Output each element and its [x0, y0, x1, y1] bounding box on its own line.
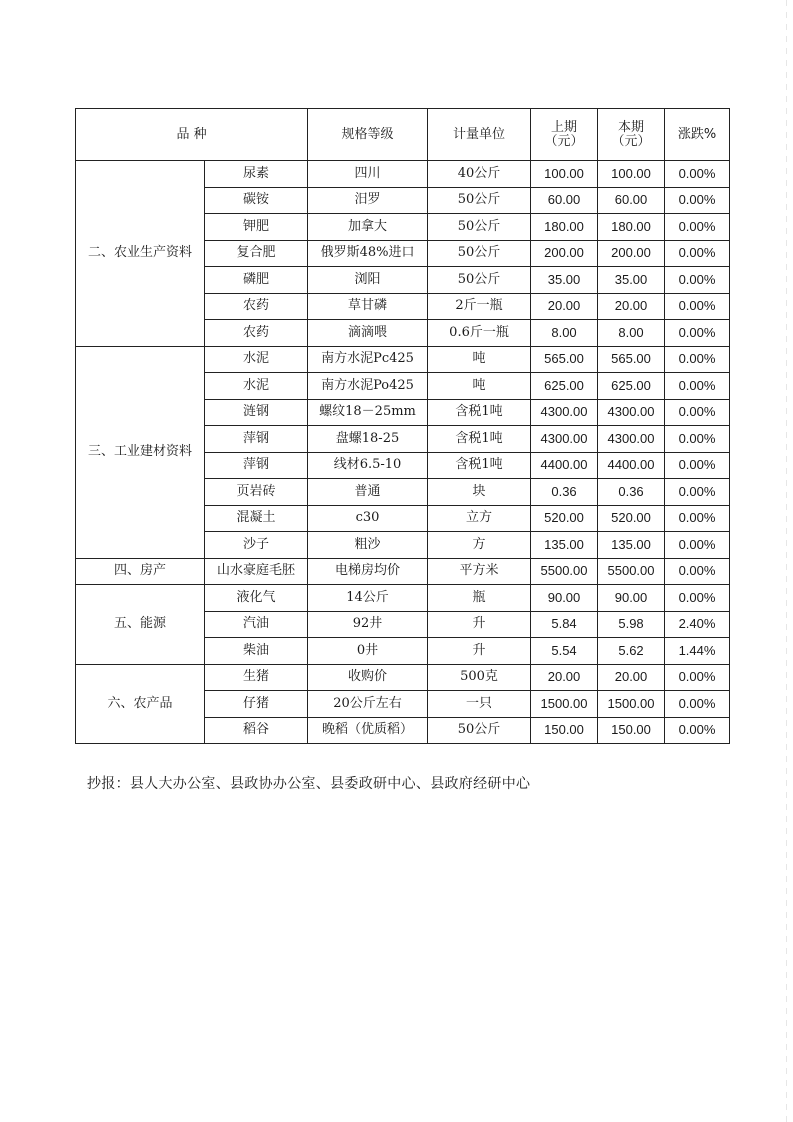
header-unit: 计量单位	[428, 109, 531, 161]
unit-cell: 50公斤	[428, 267, 531, 294]
prev-price-cell: 90.00	[531, 585, 598, 612]
spec-cell: 加拿大	[308, 214, 428, 241]
prev-price-cell: 5.84	[531, 611, 598, 638]
curr-price-cell: 60.00	[598, 187, 665, 214]
spec-cell: 浏阳	[308, 267, 428, 294]
unit-cell: 50公斤	[428, 214, 531, 241]
unit-cell: 含税1吨	[428, 452, 531, 479]
item-cell: 生猪	[205, 664, 308, 691]
curr-price-cell: 5.62	[598, 638, 665, 665]
item-cell: 萍钢	[205, 452, 308, 479]
spec-cell: 盘螺18-25	[308, 426, 428, 453]
unit-cell: 40公斤	[428, 161, 531, 188]
unit-cell: 吨	[428, 373, 531, 400]
item-cell: 碳铵	[205, 187, 308, 214]
curr-price-cell: 180.00	[598, 214, 665, 241]
curr-price-cell: 100.00	[598, 161, 665, 188]
curr-price-cell: 5500.00	[598, 558, 665, 585]
prev-price-cell: 5.54	[531, 638, 598, 665]
unit-cell: 平方米	[428, 558, 531, 585]
scan-edge	[786, 0, 787, 1122]
spec-cell: 螺纹18－25mm	[308, 399, 428, 426]
table-body	[76, 161, 730, 744]
curr-price-cell: 8.00	[598, 320, 665, 347]
item-cell: 磷肥	[205, 267, 308, 294]
unit-cell: 块	[428, 479, 531, 506]
unit-cell: 500克	[428, 664, 531, 691]
curr-price-cell: 20.00	[598, 664, 665, 691]
prev-price-cell: 135.00	[531, 532, 598, 559]
spec-cell: 俄罗斯48%进口	[308, 240, 428, 267]
change-cell: 0.00%	[665, 240, 730, 267]
change-cell: 0.00%	[665, 267, 730, 294]
item-cell: 山水豪庭毛胚	[205, 558, 308, 585]
item-cell: 仔猪	[205, 691, 308, 718]
spec-cell: 南方水泥Po425	[308, 373, 428, 400]
spec-cell: c30	[308, 505, 428, 532]
prev-price-cell: 8.00	[531, 320, 598, 347]
spec-cell: 20公斤左右	[308, 691, 428, 718]
item-cell: 页岩砖	[205, 479, 308, 506]
unit-cell: 瓶	[428, 585, 531, 612]
spec-cell: 滴滴喂	[308, 320, 428, 347]
prev-price-cell: 1500.00	[531, 691, 598, 718]
change-cell: 0.00%	[665, 214, 730, 241]
category-cell: 五、能源	[76, 585, 205, 665]
curr-price-cell: 150.00	[598, 717, 665, 744]
spec-cell: 南方水泥Pc425	[308, 346, 428, 373]
item-cell: 复合肥	[205, 240, 308, 267]
change-cell: 0.00%	[665, 717, 730, 744]
change-cell: 0.00%	[665, 585, 730, 612]
item-cell: 农药	[205, 320, 308, 347]
item-cell: 钾肥	[205, 214, 308, 241]
change-cell: 0.00%	[665, 161, 730, 188]
unit-cell: 含税1吨	[428, 399, 531, 426]
prev-price-cell: 520.00	[531, 505, 598, 532]
unit-cell: 2斤一瓶	[428, 293, 531, 320]
header-prev: 上期 （元）	[531, 109, 598, 161]
change-cell: 0.00%	[665, 320, 730, 347]
prev-price-cell: 625.00	[531, 373, 598, 400]
item-cell: 尿素	[205, 161, 308, 188]
spec-cell: 汨罗	[308, 187, 428, 214]
category-cell: 三、工业建材资料	[76, 346, 205, 558]
change-cell: 0.00%	[665, 505, 730, 532]
prev-price-cell: 35.00	[531, 267, 598, 294]
table-header-row	[76, 109, 730, 161]
item-cell: 水泥	[205, 373, 308, 400]
curr-price-cell: 625.00	[598, 373, 665, 400]
curr-price-cell: 35.00	[598, 267, 665, 294]
header-variety: 品 种	[76, 109, 308, 161]
change-cell: 0.00%	[665, 399, 730, 426]
change-cell: 0.00%	[665, 426, 730, 453]
prev-price-cell: 200.00	[531, 240, 598, 267]
change-cell: 0.00%	[665, 187, 730, 214]
item-cell: 混凝土	[205, 505, 308, 532]
unit-cell: 含税1吨	[428, 426, 531, 453]
spec-cell: 92井	[308, 611, 428, 638]
change-cell: 1.44%	[665, 638, 730, 665]
change-cell: 0.00%	[665, 479, 730, 506]
unit-cell: 方	[428, 532, 531, 559]
item-cell: 萍钢	[205, 426, 308, 453]
table-row	[76, 585, 730, 612]
curr-price-cell: 200.00	[598, 240, 665, 267]
prev-price-cell: 150.00	[531, 717, 598, 744]
category-cell: 四、房产	[76, 558, 205, 585]
prev-price-cell: 0.36	[531, 479, 598, 506]
unit-cell: 吨	[428, 346, 531, 373]
spec-cell: 粗沙	[308, 532, 428, 559]
prev-price-cell: 20.00	[531, 664, 598, 691]
spec-cell: 晚稻（优质稻）	[308, 717, 428, 744]
spec-cell: 0井	[308, 638, 428, 665]
unit-cell: 一只	[428, 691, 531, 718]
change-cell: 0.00%	[665, 691, 730, 718]
curr-price-cell: 0.36	[598, 479, 665, 506]
prev-price-cell: 4300.00	[531, 426, 598, 453]
spec-cell: 14公斤	[308, 585, 428, 612]
unit-cell: 升	[428, 611, 531, 638]
spec-cell: 收购价	[308, 664, 428, 691]
change-cell: 0.00%	[665, 346, 730, 373]
unit-cell: 升	[428, 638, 531, 665]
prev-price-cell: 60.00	[531, 187, 598, 214]
curr-price-cell: 565.00	[598, 346, 665, 373]
prev-price-cell: 100.00	[531, 161, 598, 188]
change-cell: 0.00%	[665, 293, 730, 320]
item-cell: 汽油	[205, 611, 308, 638]
item-cell: 水泥	[205, 346, 308, 373]
table-row	[76, 558, 730, 585]
cc-line: 抄报：县人大办公室、县政协办公室、县委政研中心、县政府经研中心	[87, 776, 531, 792]
prev-price-cell: 180.00	[531, 214, 598, 241]
change-cell: 2.40%	[665, 611, 730, 638]
prev-price-cell: 565.00	[531, 346, 598, 373]
price-table	[75, 108, 730, 744]
unit-cell: 50公斤	[428, 717, 531, 744]
spec-cell: 普通	[308, 479, 428, 506]
prev-price-cell: 20.00	[531, 293, 598, 320]
item-cell: 液化气	[205, 585, 308, 612]
table-row	[76, 346, 730, 373]
item-cell: 涟钢	[205, 399, 308, 426]
table-row	[76, 664, 730, 691]
item-cell: 柴油	[205, 638, 308, 665]
table-row	[76, 161, 730, 188]
curr-price-cell: 90.00	[598, 585, 665, 612]
spec-cell: 电梯房均价	[308, 558, 428, 585]
curr-price-cell: 520.00	[598, 505, 665, 532]
unit-cell: 50公斤	[428, 240, 531, 267]
item-cell: 农药	[205, 293, 308, 320]
spec-cell: 四川	[308, 161, 428, 188]
curr-price-cell: 5.98	[598, 611, 665, 638]
item-cell: 沙子	[205, 532, 308, 559]
curr-price-cell: 135.00	[598, 532, 665, 559]
header-spec: 规格等级	[308, 109, 428, 161]
prev-price-cell: 4300.00	[531, 399, 598, 426]
unit-cell: 50公斤	[428, 187, 531, 214]
category-cell: 六、农产品	[76, 664, 205, 744]
item-cell: 稻谷	[205, 717, 308, 744]
change-cell: 0.00%	[665, 373, 730, 400]
unit-cell: 0.6斤一瓶	[428, 320, 531, 347]
change-cell: 0.00%	[665, 558, 730, 585]
spec-cell: 草甘磷	[308, 293, 428, 320]
price-table-container	[75, 108, 730, 744]
change-cell: 0.00%	[665, 452, 730, 479]
change-cell: 0.00%	[665, 664, 730, 691]
curr-price-cell: 20.00	[598, 293, 665, 320]
change-cell: 0.00%	[665, 532, 730, 559]
unit-cell: 立方	[428, 505, 531, 532]
header-change: 涨跌%	[665, 109, 730, 161]
category-cell: 二、农业生产资料	[76, 161, 205, 347]
curr-price-cell: 4400.00	[598, 452, 665, 479]
prev-price-cell: 4400.00	[531, 452, 598, 479]
curr-price-cell: 4300.00	[598, 426, 665, 453]
spec-cell: 线材6.5-10	[308, 452, 428, 479]
header-curr: 本期 （元）	[598, 109, 665, 161]
curr-price-cell: 4300.00	[598, 399, 665, 426]
curr-price-cell: 1500.00	[598, 691, 665, 718]
prev-price-cell: 5500.00	[531, 558, 598, 585]
